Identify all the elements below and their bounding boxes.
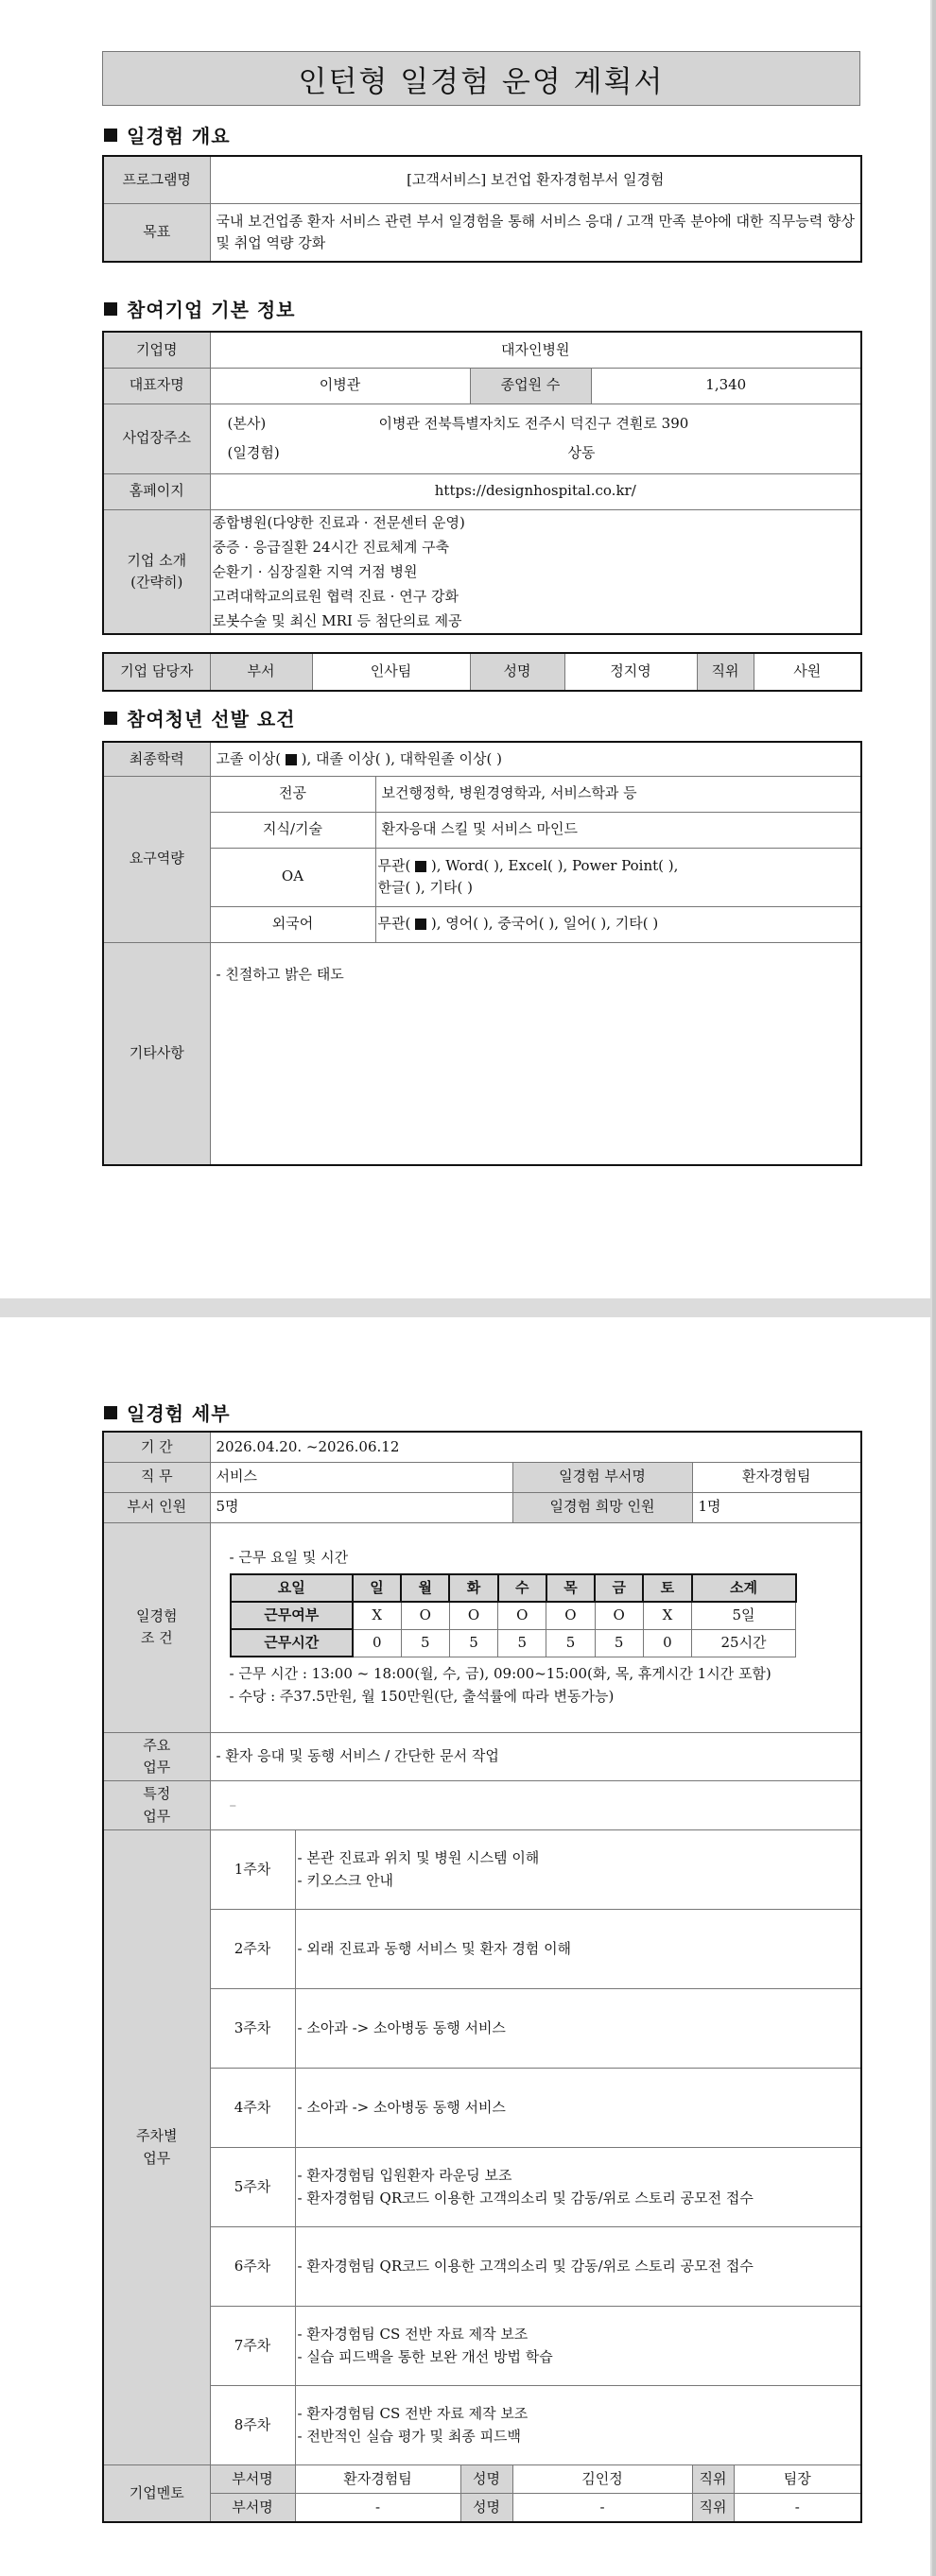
special-duty-label-line-1: 특정 [143,1785,171,1803]
etc-value: - 친절하고 밝은 태도 [210,942,861,1165]
education-value [210,742,861,776]
schedule-cell: X [643,1602,691,1629]
schedule-row-hours [231,1629,796,1657]
employee-count-value: 1,340 [591,368,861,404]
overview-table [102,155,862,263]
address-label: 사업장주소 [103,404,210,473]
week-tasks [295,2069,861,2148]
mentor-name-value: 김인정 [512,2465,692,2494]
mentor-dept-value: - [295,2494,460,2522]
schedule-cell: 수 [498,1574,546,1602]
language-text: 무관( [377,915,411,933]
education-text: ), 대졸 이상( ), 대학원졸 이상( ) [301,749,502,767]
manager-name-value: 정지영 [564,653,697,691]
scrollbar[interactable] [932,0,936,2576]
week-task-line: - 소아과 -> 소아병동 동행 서비스 [297,2018,506,2036]
week-label: 7주차 [210,2307,295,2386]
section-heading-overview [104,121,231,148]
staff-value: 5명 [210,1492,512,1522]
address-work-value: 상동 [567,444,596,461]
weekly-duty-label-line-1: 주차별 [136,2127,178,2145]
weekly-duty-label [103,1830,210,2465]
section-title: 일경험 개요 [127,125,231,147]
main-duty-value: - 환자 응대 및 동행 서비스 / 간단한 문서 작업 [210,1732,861,1781]
main-duty-label-line-1: 주요 [143,1736,171,1754]
intro-line: 로봇수술 및 최신 MRI 등 첨단의료 제공 [212,611,462,629]
detail-table [102,1431,862,2523]
desired-count-value: 1명 [692,1492,861,1522]
language-value [375,906,861,942]
schedule-cell: 5 [449,1629,497,1657]
skill-value: 환자응대 스킬 및 서비스 마인드 [375,812,861,848]
week-label: 5주차 [210,2148,295,2227]
checked-box-icon [286,754,297,765]
conditions-intro: - 근무 요일 및 시간 [229,1549,349,1567]
mentor-dept-label: 부서명 [210,2494,295,2522]
dept-name-label: 일경험 부서명 [512,1462,692,1492]
job-label: 직 무 [103,1462,210,1492]
oa-text: 무관( [377,856,411,874]
intro-label-line-1: 기업 소개 [127,551,187,569]
section-heading-requirements [104,704,296,731]
homepage-link[interactable]: https://designhospital.co.kr/ [210,473,861,509]
section-title: 일경험 세부 [127,1402,231,1425]
period-label: 기 간 [103,1432,210,1462]
manager-name-label: 성명 [470,653,564,691]
address-hq-tag: (본사) [227,414,267,432]
mentor-dept-value: 환자경험팀 [295,2465,460,2494]
week-task-line: - 실습 피드백을 통한 보완 개선 방법 학습 [297,2347,553,2365]
square-bullet-icon [104,712,117,725]
staff-label: 부서 인원 [103,1492,210,1522]
homepage-label: 홈페이지 [103,473,210,509]
address-work-tag: (일경험) [227,444,280,461]
schedule-cell: O [595,1602,643,1629]
week-task-line: - 본관 진료과 위치 및 병원 시스템 이해 [297,1849,540,1867]
requirements-table [102,741,862,1166]
schedule-cell: 5 [595,1629,643,1657]
week-task-line: - 환자경험팀 입원환자 라운딩 보조 [297,2167,512,2185]
intro-line: 중증 · 응급질환 24시간 진료체계 구축 [212,538,450,556]
manager-position-label: 직위 [697,653,754,691]
mentor-label: 기업멘토 [103,2465,210,2522]
week-tasks [295,1910,861,1989]
week-task-line: - 전반적인 실습 평가 및 최종 피드백 [297,2427,522,2445]
special-duty-label [103,1781,210,1830]
period-value: 2026.04.20. ~2026.06.12 [210,1432,861,1462]
program-label: 프로그램명 [103,156,210,203]
oa-label: OA [210,848,375,906]
schedule-cell: O [449,1602,497,1629]
schedule-cell: X [353,1602,401,1629]
company-intro-value [210,509,861,634]
week-label: 2주차 [210,1910,295,1989]
skill-label: 지식/기술 [210,812,375,848]
schedule-header-row [231,1574,796,1602]
section-heading-company [104,295,296,322]
main-duty-label [103,1732,210,1781]
intro-line: 순환기 · 심장질환 지역 거점 병원 [212,562,418,580]
manager-table [102,652,862,692]
company-name-value: 대자인병원 [210,332,861,368]
mentor-position-value: 팀장 [734,2465,861,2494]
company-name-label: 기업명 [103,332,210,368]
ceo-label: 대표자명 [103,368,210,404]
week-tasks [295,2307,861,2386]
week-label: 3주차 [210,1989,295,2069]
language-text: ), 영어( ), 중국어( ), 일어( ), 기타( ) [430,915,659,933]
oa-text-line2: 한글( ), 기타( ) [377,879,473,896]
dept-name-value: 환자경험팀 [692,1462,861,1492]
schedule-cell: 5 [546,1629,595,1657]
week-task-line: - 외래 진료과 동행 서비스 및 환자 경험 이해 [297,1939,572,1957]
square-bullet-icon [104,129,117,142]
week-tasks [295,2148,861,2227]
schedule-cell: 5 [401,1629,449,1657]
goal-label: 목표 [103,203,210,262]
intro-label-line-2: (간략히) [130,573,183,591]
program-value: [고객서비스] 보건업 환자경험부서 일경험 [210,156,861,203]
section-heading-detail [104,1399,231,1426]
schedule-cell: 요일 [231,1574,353,1602]
checked-box-icon [415,919,426,930]
mentor-dept-label: 부서명 [210,2465,295,2494]
section-title: 참여기업 기본 정보 [127,299,296,321]
document-title: 인턴형 일경험 운영 계획서 [102,51,860,106]
schedule-cell: 근무시간 [231,1629,353,1657]
schedule-cell: O [498,1602,546,1629]
weekly-duty-label-line-2: 업무 [143,2149,171,2167]
week-label: 4주차 [210,2069,295,2148]
education-label: 최종학력 [103,742,210,776]
week-tasks [295,2227,861,2307]
schedule-cell: 일 [353,1574,401,1602]
mentor-name-label: 성명 [460,2494,512,2522]
mentor-position-value: - [734,2494,861,2522]
etc-label: 기타사항 [103,942,210,1165]
manager-label: 기업 담당자 [103,653,210,691]
week-task-line: - 환자경험팀 QR코드 이용한 고객의소리 및 감동/위로 스토리 공모전 접수 [297,2257,754,2275]
major-label: 전공 [210,776,375,812]
ceo-value: 이병관 [210,368,470,404]
schedule-cell: 토 [643,1574,691,1602]
intro-line: 종합병원(다양한 진료과 · 전문센터 운영) [212,513,465,531]
mentor-name-label: 성명 [460,2465,512,2494]
major-value: 보건행정학, 병원경영학과, 서비스학과 등 [375,776,861,812]
week-tasks [295,1830,861,1910]
schedule-cell: 5 [498,1629,546,1657]
conditions-value [210,1522,861,1732]
main-duty-label-line-2: 업무 [143,1758,171,1776]
intro-line: 고려대학교의료원 협력 진료 · 연구 강화 [212,587,459,605]
mentor-position-label: 직위 [692,2465,734,2494]
oa-text: ), Word( ), Excel( ), Power Point( ), [430,856,679,874]
job-value: 서비스 [210,1462,512,1492]
oa-value [375,848,861,906]
competency-label: 요구역량 [103,776,210,942]
schedule-cell: 금 [595,1574,643,1602]
schedule-cell: 5일 [692,1602,796,1629]
week-tasks [295,1989,861,2069]
address-hq-value: 이병관 전북특별자치도 전주시 덕진구 견훤로 390 [378,414,689,432]
schedule-cell: 월 [401,1574,449,1602]
schedule-cell: O [401,1602,449,1629]
mentor-position-label: 직위 [692,2494,734,2522]
conditions-label-line-1: 일경험 [136,1606,178,1624]
schedule-cell: 소계 [692,1574,796,1602]
week-label: 6주차 [210,2227,295,2307]
week-task-line: - 소아과 -> 소아병동 동행 서비스 [297,2098,506,2116]
employee-count-label: 종업원 수 [470,368,591,404]
week-task-line: - 환자경험팀 CS 전반 자료 제작 보조 [297,2326,529,2344]
section-title: 참여청년 선발 요건 [127,708,296,730]
schedule-cell: O [546,1602,595,1629]
desired-count-label: 일경험 희망 인원 [512,1492,692,1522]
schedule-cell: 목 [546,1574,595,1602]
special-duty-value: – [210,1781,861,1830]
manager-dept-value: 인사팀 [312,653,470,691]
goal-value: 국내 보건업종 환자 서비스 관련 부서 일경험을 통해 서비스 응대 / 고객 만족 분야에 대한 직무능력 향상 및 취업 역량 강화 [210,203,861,262]
conditions-label-line-2: 조 건 [140,1629,173,1646]
schedule-cell: 0 [353,1629,401,1657]
week-task-line: - 키오스크 안내 [297,1871,394,1889]
work-hours-note: - 근무 시간 : 13:00 ~ 18:00(월, 수, 금), 09:00~15:00(화, 목, 휴게시간 1시간 포함) [229,1665,771,1683]
document-page-2 [0,1317,930,2576]
week-label: 1주차 [210,1830,295,1910]
mentor-name-value: - [512,2494,692,2522]
language-label: 외국어 [210,906,375,942]
education-text: 고졸 이상( [216,749,282,767]
special-duty-label-line-2: 업무 [143,1807,171,1825]
week-task-line: - 환자경험팀 QR코드 이용한 고객의소리 및 감동/위로 스토리 공모전 접수 [297,2189,754,2207]
manager-dept-label: 부서 [210,653,312,691]
manager-position-value: 사원 [754,653,861,691]
company-table [102,331,862,635]
schedule-cell: 근무여부 [231,1602,353,1629]
week-label: 8주차 [210,2386,295,2465]
address-value [210,404,861,473]
schedule-table [230,1573,797,1658]
checked-box-icon [415,861,426,872]
week-task-line: - 환자경험팀 CS 전반 자료 제작 보조 [297,2405,529,2423]
square-bullet-icon [104,302,117,316]
week-tasks [295,2386,861,2465]
schedule-cell: 25시간 [692,1629,796,1657]
square-bullet-icon [104,1406,117,1419]
schedule-cell: 0 [643,1629,691,1657]
schedule-cell: 화 [449,1574,497,1602]
schedule-row-workday [231,1602,796,1629]
company-intro-label [103,509,210,634]
conditions-label [103,1522,210,1732]
pay-note: - 수당 : 주37.5만원, 월 150만원(단, 출석률에 따라 변동가능) [229,1687,615,1705]
